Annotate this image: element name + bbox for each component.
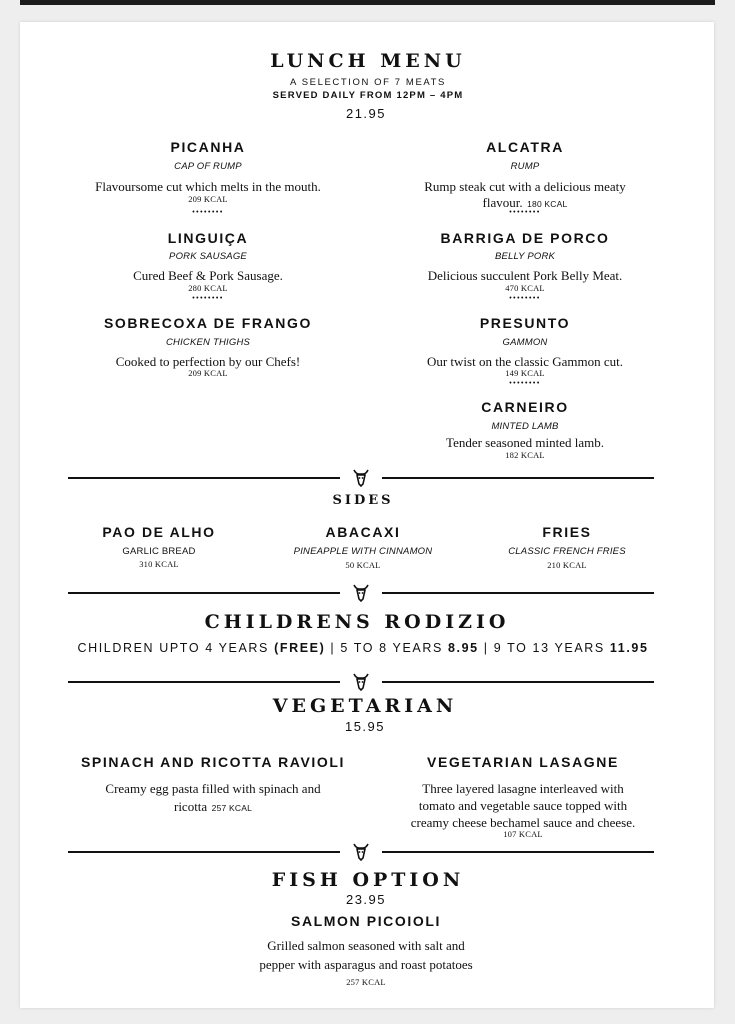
children-price-2: 11.95 [609, 641, 649, 655]
meat-description: Delicious succulent Pork Belly Meat. [427, 268, 623, 283]
item-separator: •••••••• [192, 209, 224, 216]
meat-subtitle: RUMP [510, 161, 540, 172]
children-age-3: | 9 TO 13 YEARS [478, 641, 610, 655]
children-age-2: | 5 TO 8 YEARS [325, 641, 448, 655]
side-name: PAO DE ALHO [102, 524, 216, 540]
item-separator: •••••••• [509, 380, 541, 387]
meat-description: Tender seasoned minted lamb. [446, 435, 604, 450]
menu-subtitle: A SELECTION OF 7 MEATS [290, 77, 446, 88]
meat-kcal: 149 KCAL [505, 368, 545, 378]
meat-kcal: 209 KCAL [188, 194, 228, 204]
children-free: (FREE) [274, 641, 326, 655]
sides-title: SIDES [332, 493, 394, 508]
bull-head-icon [353, 584, 369, 602]
veg-item-description: Creamy egg pasta filled with spinach and [105, 781, 321, 796]
vegetarian-title: VEGETARIAN [272, 695, 458, 717]
meat-name: PICANHA [170, 139, 246, 155]
veg-item-description: Three layered lasagne interleaved with [422, 781, 624, 796]
meat-subtitle: MINTED LAMB [491, 421, 559, 432]
veg-item-kcal: 257 KCAL [211, 803, 253, 813]
meat-kcal: 470 KCAL [505, 283, 545, 293]
side-kcal: 310 KCAL [139, 559, 179, 569]
bull-head-icon [353, 469, 369, 487]
meat-name: BARRIGA DE PORCO [440, 230, 610, 246]
section-divider [68, 673, 654, 691]
meat-description: Flavoursome cut which melts in the mouth. [95, 179, 321, 194]
item-separator: •••••••• [509, 295, 541, 302]
section-divider [68, 584, 654, 602]
meat-description: Our twist on the classic Gammon cut. [426, 354, 624, 369]
meat-description: Rump steak cut with a delicious meaty [424, 179, 626, 194]
section-divider [68, 469, 654, 487]
menu-page [20, 22, 714, 1008]
meat-subtitle: GAMMON [502, 337, 548, 348]
meat-kcal: 280 KCAL [188, 283, 228, 293]
fish-item-name: SALMON PICOIOLI [291, 913, 441, 929]
item-separator: •••••••• [192, 295, 224, 302]
veg-item-description-line [174, 798, 252, 816]
section-divider [68, 843, 654, 861]
side-subtitle: GARLIC BREAD [122, 546, 196, 557]
meat-kcal: 209 KCAL [188, 368, 228, 378]
meat-name: CARNEIRO [481, 399, 569, 415]
veg-item-description: creamy cheese bechamel sauce and cheese. [410, 815, 636, 830]
children-price-1: 8.95 [447, 641, 479, 655]
item-separator: •••••••• [509, 209, 541, 216]
fish-price: 23.95 [345, 892, 387, 907]
meat-description: flavour. [482, 195, 523, 210]
meat-description: Cured Beef & Pork Sausage. [133, 268, 283, 283]
side-name: ABACAXI [325, 524, 401, 540]
meat-subtitle: BELLY PORK [494, 251, 556, 262]
meat-description: Cooked to perfection by our Chefs! [115, 354, 301, 369]
children-title: CHILDRENS RODIZIO [204, 611, 510, 633]
bull-head-icon [353, 673, 369, 691]
side-kcal: 210 KCAL [547, 560, 587, 570]
meat-subtitle: CAP OF RUMP [174, 161, 242, 172]
side-kcal: 50 KCAL [345, 560, 381, 570]
veg-item-description: ricotta [173, 799, 208, 814]
menu-price: 21.95 [345, 106, 387, 121]
meat-name: SOBRECOXA DE FRANGO [103, 315, 313, 331]
top-bar [20, 0, 715, 5]
meat-name: LINGUIÇA [167, 230, 249, 246]
meat-kcal: 180 KCAL [527, 199, 568, 209]
menu-title: LUNCH MENU [270, 50, 466, 72]
children-age-1: CHILDREN UPTO 4 YEARS [77, 641, 275, 655]
meat-name: ALCATRA [486, 139, 564, 155]
fish-title: FISH OPTION [271, 869, 465, 891]
veg-item-name: VEGETARIAN LASAGNE [427, 754, 619, 770]
side-subtitle: CLASSIC FRENCH FRIES [508, 546, 626, 557]
served-times: SERVED DAILY FROM 12PM – 4PM [272, 90, 464, 101]
bull-head-icon [353, 843, 369, 861]
fish-item-description: Grilled salmon seasoned with salt and [267, 938, 465, 953]
side-name: FRIES [542, 524, 592, 540]
meat-name: PRESUNTO [479, 315, 571, 331]
vegetarian-price: 15.95 [344, 719, 386, 734]
veg-item-description: tomato and vegetable sauce topped with [418, 798, 628, 813]
meat-subtitle: CHICKEN THIGHS [165, 337, 251, 348]
side-subtitle: PINEAPPLE WITH CINNAMON [293, 546, 433, 557]
children-pricing [77, 641, 648, 655]
veg-item-kcal: 107 KCAL [503, 829, 543, 839]
meat-subtitle: PORK SAUSAGE [169, 251, 247, 262]
fish-item-kcal: 257 KCAL [346, 977, 386, 987]
fish-item-description: pepper with asparagus and roast potatoes [259, 957, 473, 972]
meat-kcal: 182 KCAL [505, 450, 545, 460]
veg-item-name: SPINACH AND RICOTTA RAVIOLI [80, 754, 346, 770]
